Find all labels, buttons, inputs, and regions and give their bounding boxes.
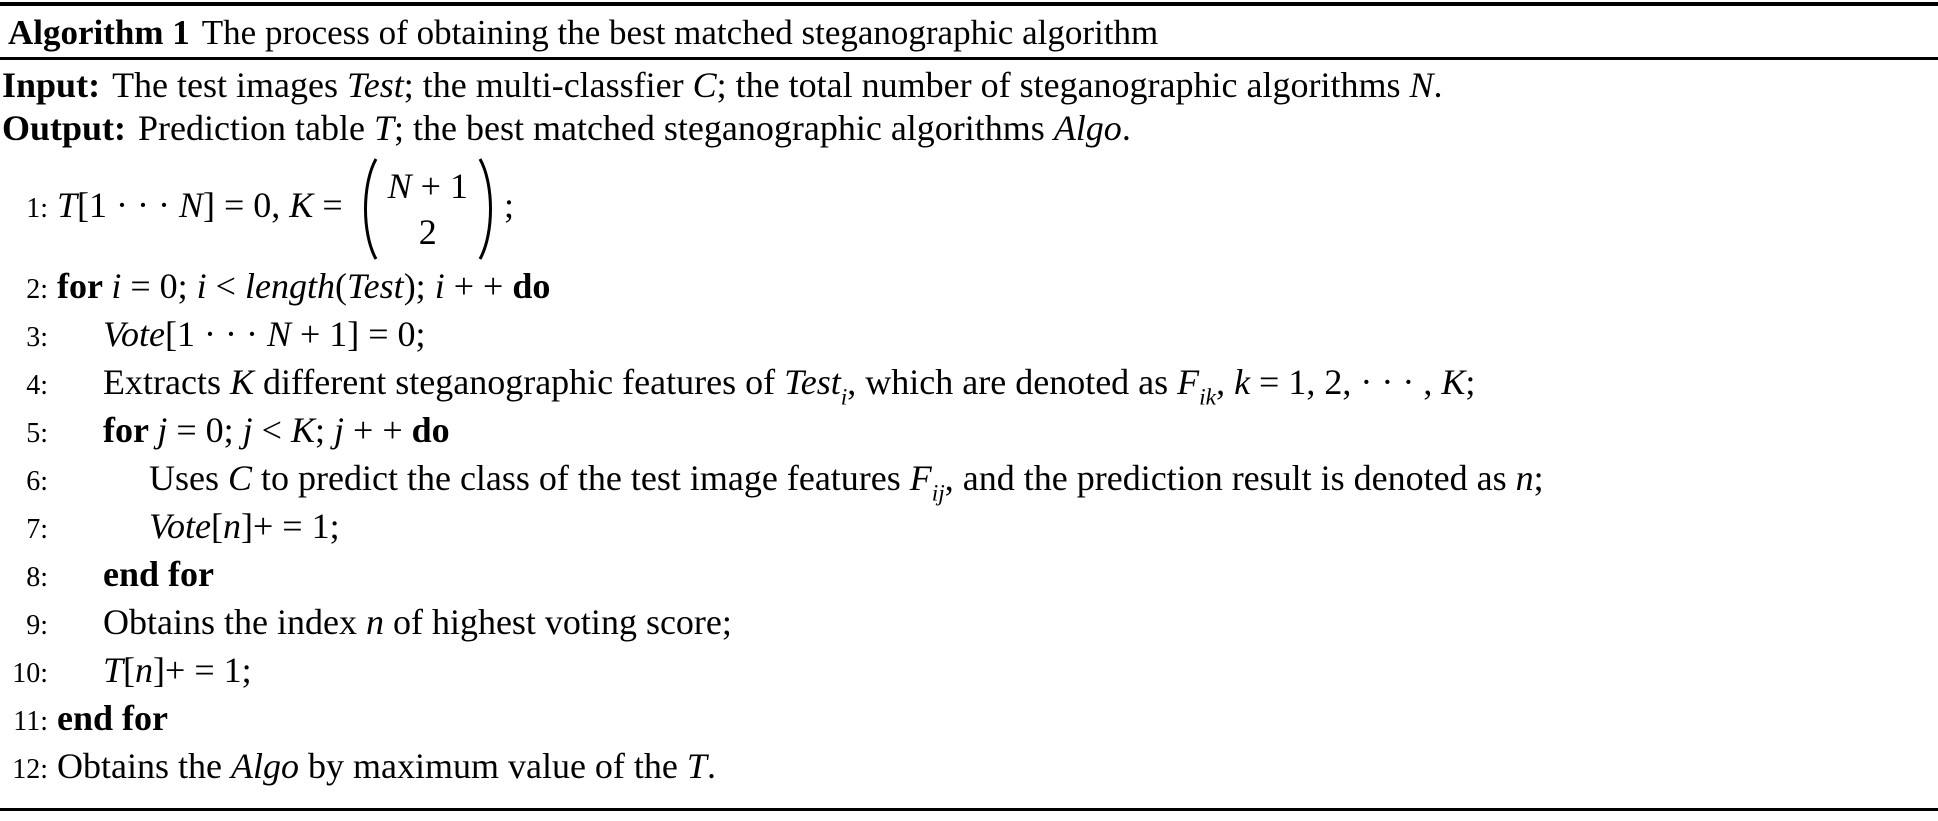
text-segment: for (103, 410, 158, 450)
text-segment: i (840, 384, 848, 411)
line-content (149, 454, 1544, 507)
line-content (103, 310, 426, 358)
line-number: 2: (26, 274, 48, 305)
line-number: 12: (12, 754, 48, 785)
line-content (149, 502, 340, 550)
top-rule (0, 2, 1938, 6)
text-segment: Vote (149, 506, 211, 546)
text-segment: do (512, 266, 551, 306)
text-segment: K (290, 410, 315, 450)
text-segment: Algo (230, 746, 299, 786)
line-content (57, 694, 168, 742)
text-segment: F (1177, 362, 1200, 402)
text-segment: N (266, 314, 291, 354)
line-number: 7: (26, 514, 48, 545)
text-segment: ] = 0, (203, 185, 290, 225)
text-segment: length (244, 266, 335, 306)
text-segment: Algo (1053, 108, 1122, 148)
io-block (2, 64, 1936, 150)
text-segment: N (387, 165, 412, 206)
text-segment: end for (103, 554, 214, 594)
algorithm-line-3 (0, 310, 1938, 358)
text-segment: ik (1199, 384, 1217, 411)
input-line (2, 64, 1936, 107)
line-content (103, 646, 252, 694)
text-segment: + 1] = 0; (290, 314, 426, 354)
text-segment: + + (444, 266, 513, 306)
text-segment: ; the multi-classfier (403, 65, 693, 105)
text-segment: C (692, 65, 717, 105)
line-number: 3: (26, 322, 48, 353)
text-segment: n (135, 650, 154, 690)
text-segment: for (57, 266, 112, 306)
line-number: 1: (26, 193, 48, 224)
text-segment: Obtains the index (103, 602, 366, 642)
middle-rule (0, 57, 1938, 60)
text-segment: ij (931, 480, 945, 507)
text-segment: [ (210, 506, 223, 546)
text-segment: , (1216, 362, 1235, 402)
text-segment: . (706, 746, 716, 786)
text-segment: Test (347, 65, 404, 105)
text-segment: ); (403, 266, 435, 306)
line-number: 8: (26, 562, 48, 593)
algorithm-line-4 (0, 358, 1938, 411)
binomial-column (380, 163, 476, 255)
big-paren-right (476, 156, 499, 262)
text-segment: to predict the class of the test image features (252, 458, 910, 498)
algorithm-line-10 (0, 646, 1938, 694)
line-content (57, 742, 716, 790)
text-segment: n (365, 602, 384, 642)
algorithm-line-12 (0, 742, 1938, 790)
text-segment: + + (344, 410, 412, 450)
algorithm-line-8 (0, 550, 1938, 598)
binomial-coefficient (357, 156, 499, 262)
text-segment: ]+ = 1; (240, 506, 340, 546)
text-segment: + 1 (411, 165, 468, 206)
text-segment: [ (123, 650, 136, 690)
text-segment: j (242, 410, 253, 450)
text-segment: ; the total number of steganographic algorithms (716, 65, 1410, 105)
output-text (138, 108, 1131, 148)
text-segment: Test (784, 362, 841, 402)
binomial-bottom (419, 209, 437, 255)
text-segment: different steganographic features of (253, 362, 785, 402)
text-segment: k (1234, 362, 1251, 402)
input-label: Input: (2, 65, 101, 105)
text-segment: T (103, 650, 124, 690)
text-segment: , which are denoted as (847, 362, 1178, 402)
text-segment: = 1, 2, · · · , (1250, 362, 1442, 402)
algorithm-line-9 (0, 598, 1938, 646)
bottom-rule (0, 808, 1938, 811)
algorithm-line-2 (0, 262, 1938, 310)
text-segment: N (1409, 65, 1434, 105)
text-segment: 2 (418, 211, 437, 252)
text-segment: Uses (149, 458, 228, 498)
text-segment: ; the best matched steganographic algorithms (394, 108, 1054, 148)
algorithm-line-5 (0, 406, 1938, 454)
text-segment: Obtains the (57, 746, 231, 786)
text-segment: The test images (112, 65, 347, 105)
text-segment: T (373, 108, 394, 148)
text-segment: Vote (103, 314, 165, 354)
line-content (103, 598, 732, 646)
line-number: 5: (26, 418, 48, 449)
input-text (112, 65, 1442, 105)
text-segment: ; (1465, 362, 1476, 402)
text-segment: . (1121, 108, 1131, 148)
text-segment: ]+ = 1; (153, 650, 252, 690)
text-segment: Prediction table (138, 108, 374, 148)
line-number: 10: (12, 658, 48, 689)
text-segment: = 0; (121, 266, 197, 306)
line-number: 9: (26, 610, 48, 641)
big-paren-left (357, 156, 380, 262)
line-number: 6: (26, 466, 48, 497)
text-segment: end for (57, 698, 168, 738)
text-segment: ; (503, 185, 514, 225)
text-segment: [1 · · · (164, 314, 267, 354)
algorithm-line-1 (0, 148, 1938, 262)
text-segment: i (434, 266, 445, 306)
text-segment: N (178, 185, 203, 225)
line-content (103, 406, 450, 454)
line-number: 11: (13, 706, 48, 737)
text-segment: [1 · · · (77, 185, 179, 225)
text-segment: ( (334, 266, 347, 306)
algorithm-line-11 (0, 694, 1938, 742)
algorithm-line-7 (0, 502, 1938, 550)
algorithm-number-label: Algorithm 1 (8, 13, 190, 52)
text-segment: < (252, 410, 291, 450)
text-segment: K (229, 362, 254, 402)
text-segment: n (222, 506, 241, 546)
text-segment: ; (1533, 458, 1544, 498)
algorithm-line-6 (0, 454, 1938, 507)
output-line (2, 107, 1936, 150)
text-segment: < (206, 266, 245, 306)
caption-title: The process of obtaining the best matched steganographic algorithm (201, 13, 1159, 52)
text-segment: do (411, 410, 450, 450)
text-segment: T (57, 185, 78, 225)
text-segment: j (157, 410, 168, 450)
text-segment: = (313, 185, 352, 225)
text-segment: i (196, 266, 207, 306)
binomial-top (388, 163, 468, 209)
text-segment: T (686, 746, 707, 786)
line-content (103, 358, 1476, 411)
text-segment: K (289, 185, 314, 225)
text-segment: F (909, 458, 932, 498)
text-segment: C (228, 458, 253, 498)
algorithm-caption (8, 12, 1930, 54)
text-segment: Test (346, 266, 404, 306)
text-segment: n (1515, 458, 1534, 498)
text-segment: ; (315, 410, 335, 450)
line-content (103, 550, 214, 598)
output-label: Output: (2, 108, 127, 148)
text-segment: Extracts (103, 362, 230, 402)
text-segment: . (1433, 65, 1443, 105)
text-segment: by maximum value of the (298, 746, 687, 786)
line-content (57, 148, 514, 262)
text-segment: of highest voting score; (383, 602, 732, 642)
line-content (57, 262, 550, 310)
line-number: 4: (26, 370, 48, 401)
text-segment: i (111, 266, 122, 306)
text-segment: j (334, 410, 345, 450)
text-segment: = 0; (167, 410, 243, 450)
text-segment: K (1441, 362, 1466, 402)
text-segment: , and the prediction result is denoted as (944, 458, 1516, 498)
algorithm-body (0, 148, 1938, 790)
